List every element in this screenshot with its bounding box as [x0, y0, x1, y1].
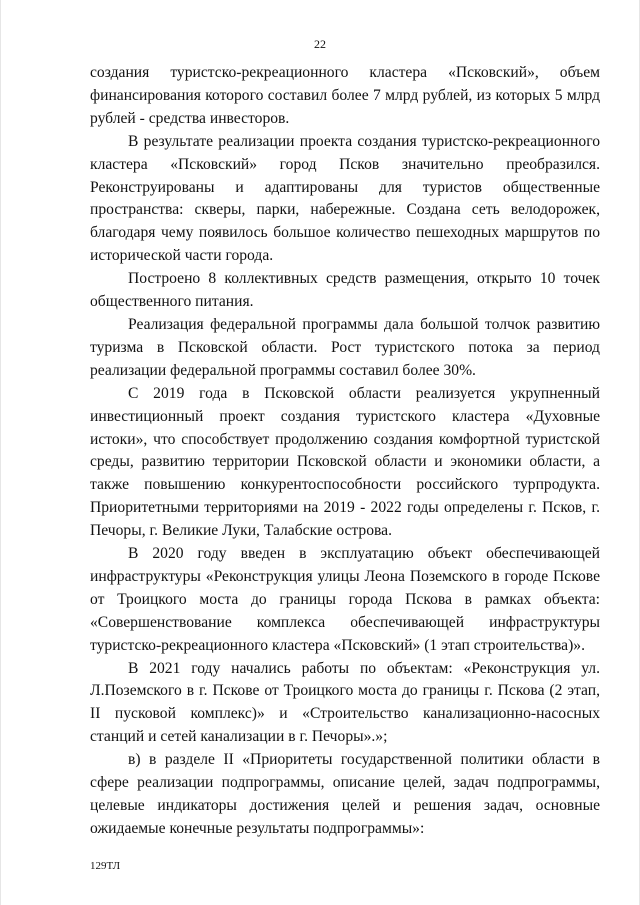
- document-code: 129ТЛ: [90, 860, 121, 872]
- paragraph-section-ii: в) в разделе II «Приоритеты государственной политики области в сфере реализации подпрограммы, описание целей, задач подпрограммы, целевые индикаторы достижения целей и решения задач, основные ожидаемые конечные результаты подпрограммы»:: [90, 751, 600, 837]
- paragraph-pskov-transformed: В результате реализации проекта создания туристско-рекреационного кластера «Псковский» город Псков значительно преобразился. Реконструированы и адаптированы для туристов общественные пространства: скверы, парки, набережные. Создана сеть велодорожек, благодаря чему появилось большое количество пешеходных маршрутов по исторической части города.: [90, 132, 600, 265]
- paragraph-spiritual-sources: С 2019 года в Псковской области реализуется укрупненный инвестиционный проект создания туристского кластера «Духовные истоки», что способствует продолжению создания комфортной туристской среды, развитию территории Псковской области и экономики области, а также повышению конкурентоспособности российского турпродукта. Приоритетными территориями на 2019 - 2022 годы определены г. Псков, г. Печоры, г. Великие Луки, Талабские острова.: [90, 384, 600, 540]
- scan-edge-left: [0, 0, 1, 905]
- paragraph-federal-program: Реализация федеральной программы дала большой толчок развитию туризма в Псковской области. Рост туристского потока за период реализации федеральной программы составил более 30%.: [90, 315, 600, 379]
- page-number: 22: [314, 37, 326, 51]
- paragraph-2020-infrastructure: В 2020 году введен в эксплуатацию объект обеспечивающей инфраструктуры «Реконструкция улицы Леона Поземского в городе Пскове от Троицкого моста до границы города Пскова в рамках объекта: «Совершенствование комплекса обеспечивающей инфраструктуры туристско-рекреационного кластера «Псковский» (1 этап строительства)».: [90, 545, 600, 654]
- document-body: [90, 62, 600, 841]
- paragraph-2021-works: В 2021 году начались работы по объектам: «Реконструкция ул. Л.Поземского в г. Пскове от Троицкого моста до границы г. Пскова (2 этап, II пусковой комплекс)» и «Строительство канализационно-насосных станций и сетей канализации в г. Печоры».»;: [90, 659, 600, 746]
- paragraph-accommodation: Построено 8 коллективных средств размещения, открыто 10 точек общественного питания.: [90, 270, 600, 311]
- paragraph-cluster-financing: создания туристско-рекреационного кластера «Псковский», объем финансирования которого составил более 7 млрд рублей, из которых 5 млрд рублей - средства инвесторов.: [90, 64, 600, 127]
